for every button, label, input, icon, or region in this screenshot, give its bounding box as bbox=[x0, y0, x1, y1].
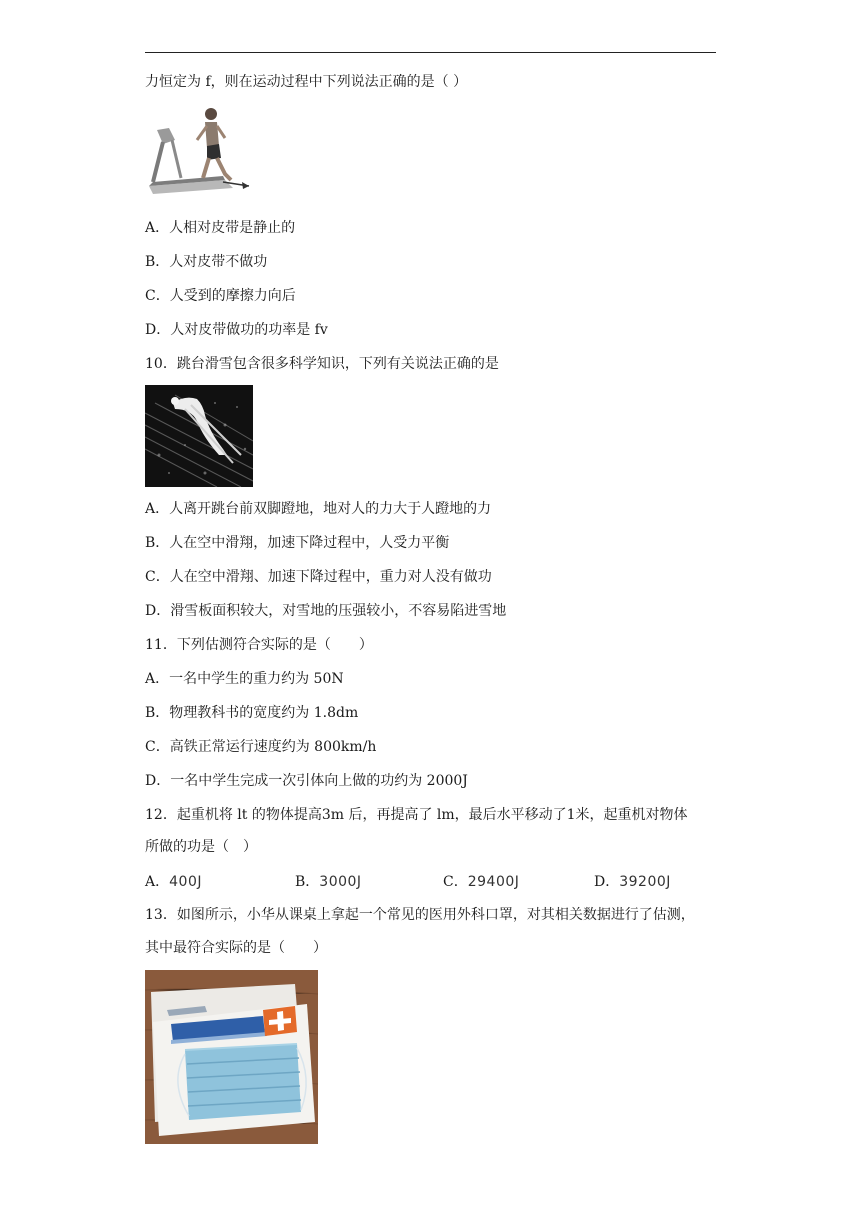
choice-letter: C． bbox=[443, 874, 468, 890]
q12-stem-line1: 12．起重机将 lt 的物体提高3m 后，再提高了 lm，最后水平移动了1米，起重机对物体 bbox=[145, 807, 688, 823]
q9-option-d: D．人对皮带做功的功率是 fv bbox=[145, 322, 328, 338]
q12-choice-c bbox=[443, 871, 519, 891]
q11-option-c: C．高铁正常运行速度约为 800km/h bbox=[145, 739, 377, 755]
q9-option-b: B．人对皮带不做功 bbox=[145, 254, 268, 270]
q12-choice-a bbox=[145, 871, 202, 891]
header-rule bbox=[145, 52, 716, 53]
choice-letter: A． bbox=[145, 874, 170, 890]
q9-stem-tail: 力恒定为 f，则在运动过程中下列说法正确的是（ ） bbox=[145, 74, 468, 90]
q10-option-b: B．人在空中滑翔，加速下降过程中，人受力平衡 bbox=[145, 535, 450, 551]
choice-value: 3000J bbox=[319, 874, 362, 890]
q10-option-d: D．滑雪板面积较大，对雪地的压强较小，不容易陷进雪地 bbox=[145, 603, 507, 619]
q9-option-c: C．人受到的摩擦力向后 bbox=[145, 288, 296, 304]
q9-option-a: A．人相对皮带是静止的 bbox=[145, 220, 296, 236]
q12-choice-b bbox=[295, 871, 362, 891]
q11-option-a: A．一名中学生的重力约为 50N bbox=[145, 671, 344, 687]
q10-option-c: C．人在空中滑翔、加速下降过程中，重力对人没有做功 bbox=[145, 569, 492, 585]
q13-stem-line1: 13．如图所示，小华从课桌上拿起一个常见的医用外科口罩，对其相关数据进行了估测， bbox=[145, 907, 695, 923]
treadmill-figure bbox=[145, 100, 255, 196]
ski-jump-figure bbox=[145, 385, 253, 487]
q12-choice-d bbox=[594, 871, 671, 891]
surgical-mask-photo bbox=[145, 970, 318, 1144]
q12-stem-line2: 所做的功是（ ） bbox=[145, 839, 257, 855]
q13-stem-line2: 其中最符合实际的是（ ） bbox=[145, 940, 327, 956]
choice-value: 39200J bbox=[619, 874, 671, 890]
q11-option-d: D．一名中学生完成一次引体向上做的功约为 2000J bbox=[145, 773, 468, 789]
q10-option-a: A．人离开跳台前双脚蹬地，地对人的力大于人蹬地的力 bbox=[145, 501, 492, 517]
choice-value: 29400J bbox=[467, 874, 520, 890]
choice-letter: D． bbox=[594, 874, 620, 890]
q11-option-b: B．物理教科书的宽度约为 1.8dm bbox=[145, 705, 359, 721]
q11-stem: 11．下列估测符合实际的是（ ） bbox=[145, 637, 373, 653]
choice-letter: B． bbox=[295, 874, 320, 890]
choice-value: 400J bbox=[169, 874, 202, 890]
q12-choices bbox=[145, 871, 705, 893]
q10-stem: 10．跳台滑雪包含很多科学知识，下列有关说法正确的是 bbox=[145, 356, 499, 372]
